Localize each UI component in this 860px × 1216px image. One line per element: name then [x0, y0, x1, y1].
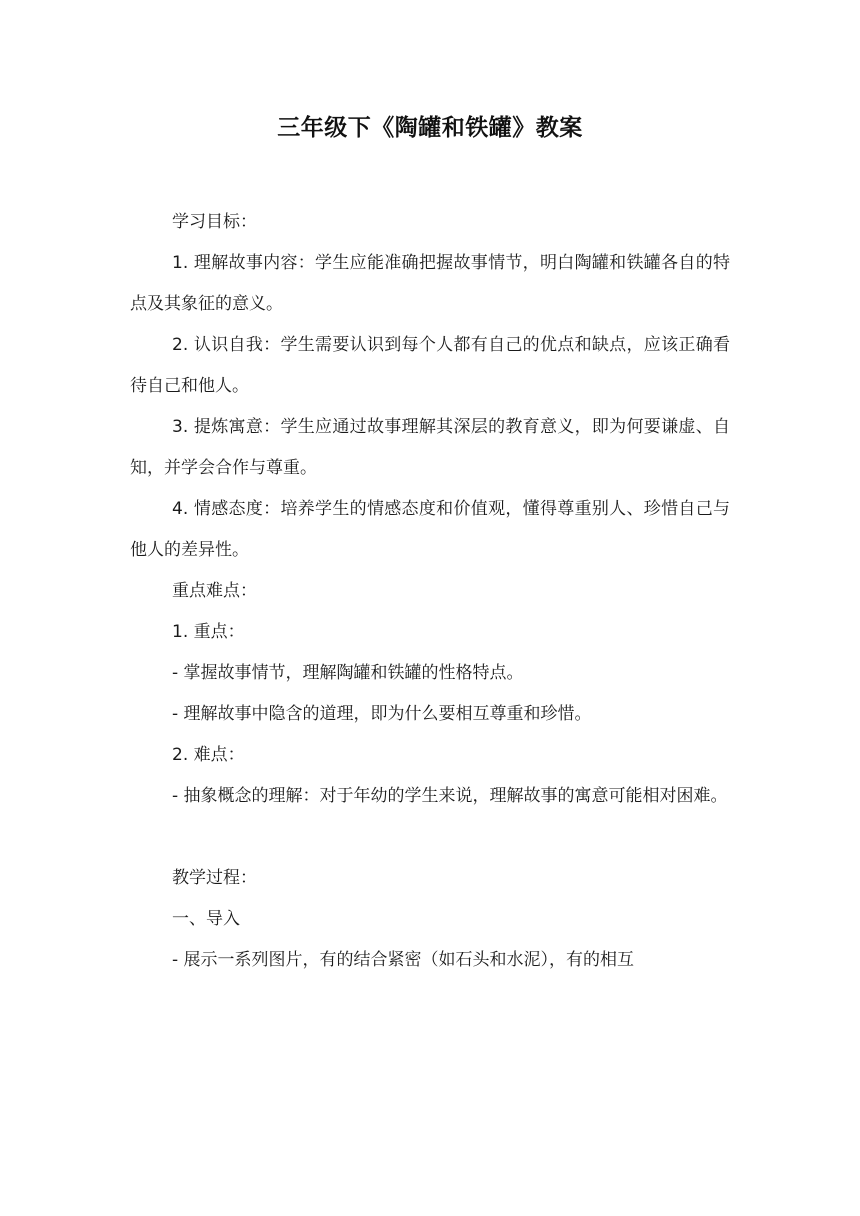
objective-2: 2. 认识自我：学生需要认识到每个人都有自己的优点和缺点，应该正确看待自己和他人。 [130, 335, 730, 396]
difficult-points-label: 2. 难点： [172, 745, 245, 765]
key-point-item-2: - 理解故事中隐含的道理，即为什么要相互尊重和珍惜。 [172, 704, 592, 724]
objective-3: 3. 提炼寓意：学生应通过故事理解其深层的教育意义，即为何要谦虚、自知，并学会合作与尊重。 [130, 417, 730, 478]
heading-learning-objectives: 学习目标： [172, 212, 257, 232]
key-point-item-1: - 掌握故事情节，理解陶罐和铁罐的性格特点。 [172, 663, 524, 683]
document-body [130, 202, 730, 981]
objective-1: 1. 理解故事内容：学生应能准确把握故事情节，明白陶罐和铁罐各自的特点及其象征的意义。 [130, 253, 730, 314]
objective-4: 4. 情感态度：培养学生的情感态度和价值观，懂得尊重别人、珍惜自己与他人的差异性。 [130, 499, 730, 560]
difficult-point-item-1: - 抽象概念的理解：对于年幼的学生来说，理解故事的寓意可能相对困难。 [172, 786, 728, 806]
heading-key-difficult-points: 重点难点： [172, 581, 257, 601]
heading-teaching-process: 教学过程： [172, 868, 257, 888]
introduction-item-1: - 展示一系列图片，有的结合紧密（如石头和水泥），有的相互 [172, 950, 635, 970]
section-introduction: 一、导入 [172, 909, 240, 929]
document-title: 三年级下《陶罐和铁罐》教案 [277, 115, 583, 141]
key-points-label: 1. 重点： [172, 622, 245, 642]
blank-line [130, 817, 730, 858]
